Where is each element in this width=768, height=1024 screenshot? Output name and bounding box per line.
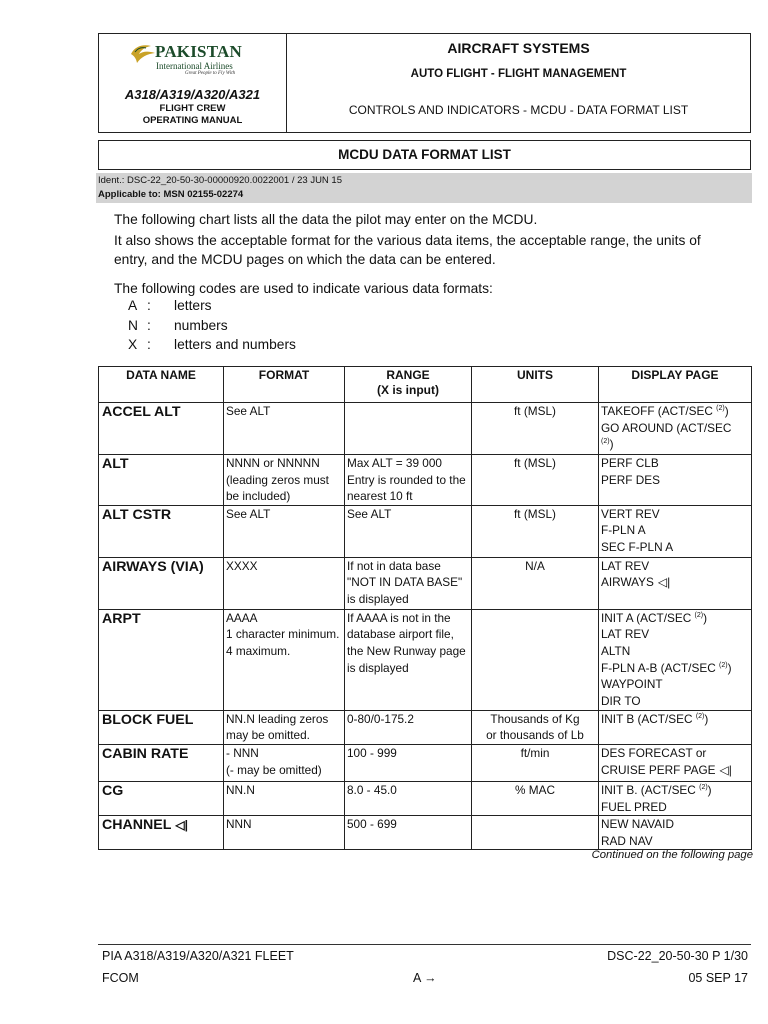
format-cell [224, 744, 345, 781]
footnote-marker: (2) [695, 712, 705, 720]
format-cell [224, 403, 345, 455]
code-meaning: letters and numbers [174, 337, 296, 352]
intro-paragraph-2-line2: entry, and the MCDU pages on which the data can be entered. [114, 252, 496, 267]
cell-line: CRUISE PERF PAGE ◁| [601, 762, 732, 777]
header-right-cell [287, 34, 750, 132]
cell-line: AAAA [226, 610, 258, 625]
cell-line: NN.N [226, 782, 255, 797]
display-page-cell [599, 781, 752, 815]
code-separator: : [147, 337, 151, 352]
cell-line: 100 - 999 [347, 745, 397, 760]
data-name-text: ARPT [102, 610, 141, 627]
cell-line: GO AROUND (ACT/SEC [601, 420, 732, 435]
cell-line: NN.N leading zeros [226, 711, 329, 726]
cell-line: DIR TO [601, 693, 641, 708]
applicability-line: Applicable to: MSN 02155-02274 [98, 189, 244, 200]
display-page-cell [599, 455, 752, 506]
page-title: MCDU DATA FORMAT LIST [98, 140, 751, 170]
cell-line: VERT REV [601, 506, 660, 521]
footnote-marker: (2) [694, 611, 704, 619]
table-row [99, 455, 752, 506]
footer-page-ref: DSC-22_20-50-30 P 1/30 [607, 949, 748, 963]
section-title: CONTROLS AND INDICATORS - MCDU - DATA FORMAT LIST [348, 103, 689, 117]
cell-line: F-PLN A-B (ACT/SEC $^{(2)}$) [601, 660, 732, 675]
table-row [99, 710, 752, 744]
units-cell [472, 557, 599, 609]
units-cell [472, 710, 599, 744]
data-name-text: CABIN RATE [102, 745, 189, 762]
airline-logo [129, 40, 269, 78]
footer-date: 05 SEP 17 [688, 971, 748, 985]
display-page-cell [599, 609, 752, 710]
cell-line: Thousands of Kg [490, 711, 580, 726]
revision-mark-icon: ◁| [175, 818, 188, 833]
display-page-cell [599, 505, 752, 557]
cell-line: NNNN or NNNNN [226, 456, 320, 470]
table-row [99, 557, 752, 609]
cell-line: PERF DES [601, 472, 660, 487]
cell-line: % MAC [515, 782, 555, 797]
data-name-cell [99, 744, 224, 781]
table-row [99, 505, 752, 557]
data-name-cell [99, 609, 224, 710]
footer-fleet: PIA A318/A319/A320/A321 FLEET [102, 949, 294, 963]
code-letter: N [128, 318, 138, 333]
table-row [99, 744, 752, 781]
data-name-text: CHANNEL [102, 817, 172, 834]
format-cell [224, 455, 345, 506]
continued-note: Continued on the following page [591, 849, 753, 861]
logo-tagline: Great People to Fly With [185, 71, 236, 76]
code-letter: A [128, 298, 138, 313]
code-letter: X [128, 337, 138, 352]
code-meaning: numbers [174, 318, 228, 333]
range-cell [345, 609, 472, 710]
data-name-cell [99, 455, 224, 506]
code-row [128, 337, 296, 352]
footer-revision: A → [413, 971, 437, 985]
cell-line: (leading zeros must [226, 472, 329, 487]
cell-line: SEC F-PLN A [601, 539, 674, 554]
cell-line: WAYPOINT [601, 677, 663, 692]
cell-line: N/A [525, 558, 545, 573]
cell-line: Max ALT = 39 000 [347, 456, 442, 470]
ident-band [96, 173, 752, 203]
cell-line: is displayed [347, 660, 409, 675]
cell-line: INIT A (ACT/SEC $^{(2)}$) [601, 610, 708, 625]
format-cell [224, 609, 345, 710]
range-cell [345, 781, 472, 815]
display-page-cell [599, 403, 752, 455]
column-header-range [345, 367, 472, 403]
cell-line: or thousands of Lb [486, 728, 584, 743]
units-cell [472, 505, 599, 557]
code-row [128, 318, 228, 333]
cell-line: Entry is rounded to the [347, 472, 466, 487]
cell-line: AIRWAYS ◁| [601, 575, 671, 590]
code-row [128, 298, 212, 313]
cell-line: "NOT IN DATA BASE" [347, 575, 463, 590]
data-format-table [98, 366, 752, 850]
column-header-data-name: DATA NAME [99, 367, 224, 403]
data-name-cell [99, 557, 224, 609]
range-cell [345, 816, 472, 850]
page-header [98, 33, 751, 133]
data-name-text: ALT [102, 456, 129, 472]
cell-line: LAT REV [601, 627, 650, 642]
data-name-text: ALT CSTR [102, 506, 172, 523]
table-row [99, 781, 752, 815]
footnote-marker: (2) [601, 438, 610, 446]
cell-line: 1 character minimum. [226, 627, 340, 642]
footnote-marker: (2) [716, 405, 725, 413]
cell-line: If not in data base [347, 558, 441, 573]
cell-line: F-PLN A [601, 523, 646, 538]
display-page-cell [599, 710, 752, 744]
display-page-cell [599, 744, 752, 781]
range-cell [345, 403, 472, 455]
column-header-format: FORMAT [224, 367, 345, 403]
cell-line: be included) [226, 489, 291, 504]
range-cell [345, 710, 472, 744]
range-cell [345, 455, 472, 506]
format-cell [224, 557, 345, 609]
table-row [99, 816, 752, 850]
intro-paragraph-3: The following codes are used to indicate various data formats: [114, 281, 493, 296]
format-cell [224, 710, 345, 744]
ident-line: Ident.: DSC-22_20-50-30-00000920.0022001 / 23 JUN 15 [98, 175, 343, 186]
format-cell [224, 781, 345, 815]
aircraft-models: A318/A319/A320/A321 [124, 87, 261, 102]
cell-line: 0-80/0-175.2 [347, 711, 414, 726]
cell-line: See ALT [226, 506, 271, 521]
cell-line: ft/min [520, 745, 550, 760]
cell-line: DES FORECAST or [601, 745, 707, 760]
cell-line: NNN [226, 817, 252, 832]
cell-line: INIT B (ACT/SEC $^{(2)}$) [601, 711, 709, 726]
cell-line: may be omitted. [226, 728, 310, 743]
subchapter-title: AUTO FLIGHT - FLIGHT MANAGEMENT [410, 68, 627, 80]
units-cell [472, 609, 599, 710]
cell-line: $^{(2)}$) [601, 437, 614, 452]
footnote-marker: (2) [719, 661, 728, 669]
cell-line: NEW NAVAID [601, 817, 674, 832]
cell-line: FUEL PRED [601, 799, 667, 814]
data-name-cell [99, 710, 224, 744]
cell-line: is displayed [347, 591, 409, 606]
logo-title: PAKISTAN [155, 42, 242, 61]
intro-paragraph-2-line1: It also shows the acceptable format for the various data items, the acceptable range, the units of [114, 233, 701, 248]
format-cell [224, 505, 345, 557]
range-cell [345, 557, 472, 609]
data-name-text: AIRWAYS (VIA) [102, 558, 204, 575]
column-header-display-page: DISPLAY PAGE [599, 367, 752, 403]
cell-line: RAD NAV [601, 833, 653, 848]
range-cell [345, 744, 472, 781]
cell-line: (- may be omitted) [226, 762, 322, 777]
code-separator: : [147, 318, 151, 333]
display-page-cell [599, 816, 752, 850]
cell-line: LAT REV [601, 558, 650, 573]
units-cell [472, 403, 599, 455]
cell-line: ALTN [601, 643, 631, 658]
cell-line: TAKEOFF (ACT/SEC $^{(2)}$) [601, 404, 729, 418]
header-left-cell [99, 34, 287, 132]
revision-mark-icon: ◁| [719, 762, 732, 777]
footer-doc: FCOM [102, 971, 139, 985]
manual-title-line2: OPERATING MANUAL [142, 115, 243, 126]
cell-line: ft (MSL) [514, 456, 556, 470]
footnote-marker: (2) [699, 784, 708, 792]
cell-line: XXXX [226, 558, 258, 573]
range-header-line1: RANGE [386, 368, 430, 382]
range-header-line2: (X is input) [377, 383, 439, 397]
cell-line: 8.0 - 45.0 [347, 782, 397, 797]
cell-line: 500 - 699 [347, 817, 397, 832]
data-name-text: CG [102, 782, 124, 799]
table-row [99, 609, 752, 710]
intro-paragraph-1: The following chart lists all the data the pilot may enter on the MCDU. [114, 212, 538, 227]
cell-line: ft (MSL) [514, 506, 556, 521]
cell-line: - NNN [226, 745, 259, 760]
table-row [99, 403, 752, 455]
data-name-cell [99, 816, 224, 850]
revision-mark-icon: ◁| [657, 575, 671, 590]
range-cell [345, 505, 472, 557]
cell-line: INIT B. (ACT/SEC $^{(2)}$) [601, 782, 712, 797]
cell-line: See ALT [347, 506, 392, 521]
table-header-row [99, 367, 752, 403]
logo-bird-icon [129, 40, 157, 66]
data-name-text: ACCEL ALT [102, 404, 181, 420]
units-cell [472, 455, 599, 506]
cell-line: 4 maximum. [226, 643, 291, 658]
cell-line: PERF CLB [601, 456, 659, 470]
logo-subtitle: International Airlines [156, 61, 233, 71]
chapter-title: AIRCRAFT SYSTEMS [447, 40, 590, 56]
cell-line: If AAAA is not in the [347, 610, 451, 625]
display-page-cell [599, 557, 752, 609]
units-cell [472, 816, 599, 850]
cell-line: See ALT [226, 404, 271, 418]
units-cell [472, 781, 599, 815]
cell-line: database airport file, [347, 627, 454, 642]
manual-title-line1: FLIGHT CREW [159, 103, 226, 114]
cell-line: the New Runway page [347, 643, 466, 658]
code-separator: : [147, 298, 151, 313]
code-meaning: letters [174, 298, 212, 313]
data-name-text: BLOCK FUEL [102, 711, 194, 728]
cell-line: ft (MSL) [514, 404, 556, 418]
format-cell [224, 816, 345, 850]
cell-line: nearest 10 ft [347, 489, 413, 504]
data-name-cell [99, 781, 224, 815]
footer-rule [98, 944, 751, 945]
units-cell [472, 744, 599, 781]
data-name-cell [99, 403, 224, 455]
data-name-cell [99, 505, 224, 557]
column-header-units: UNITS [472, 367, 599, 403]
